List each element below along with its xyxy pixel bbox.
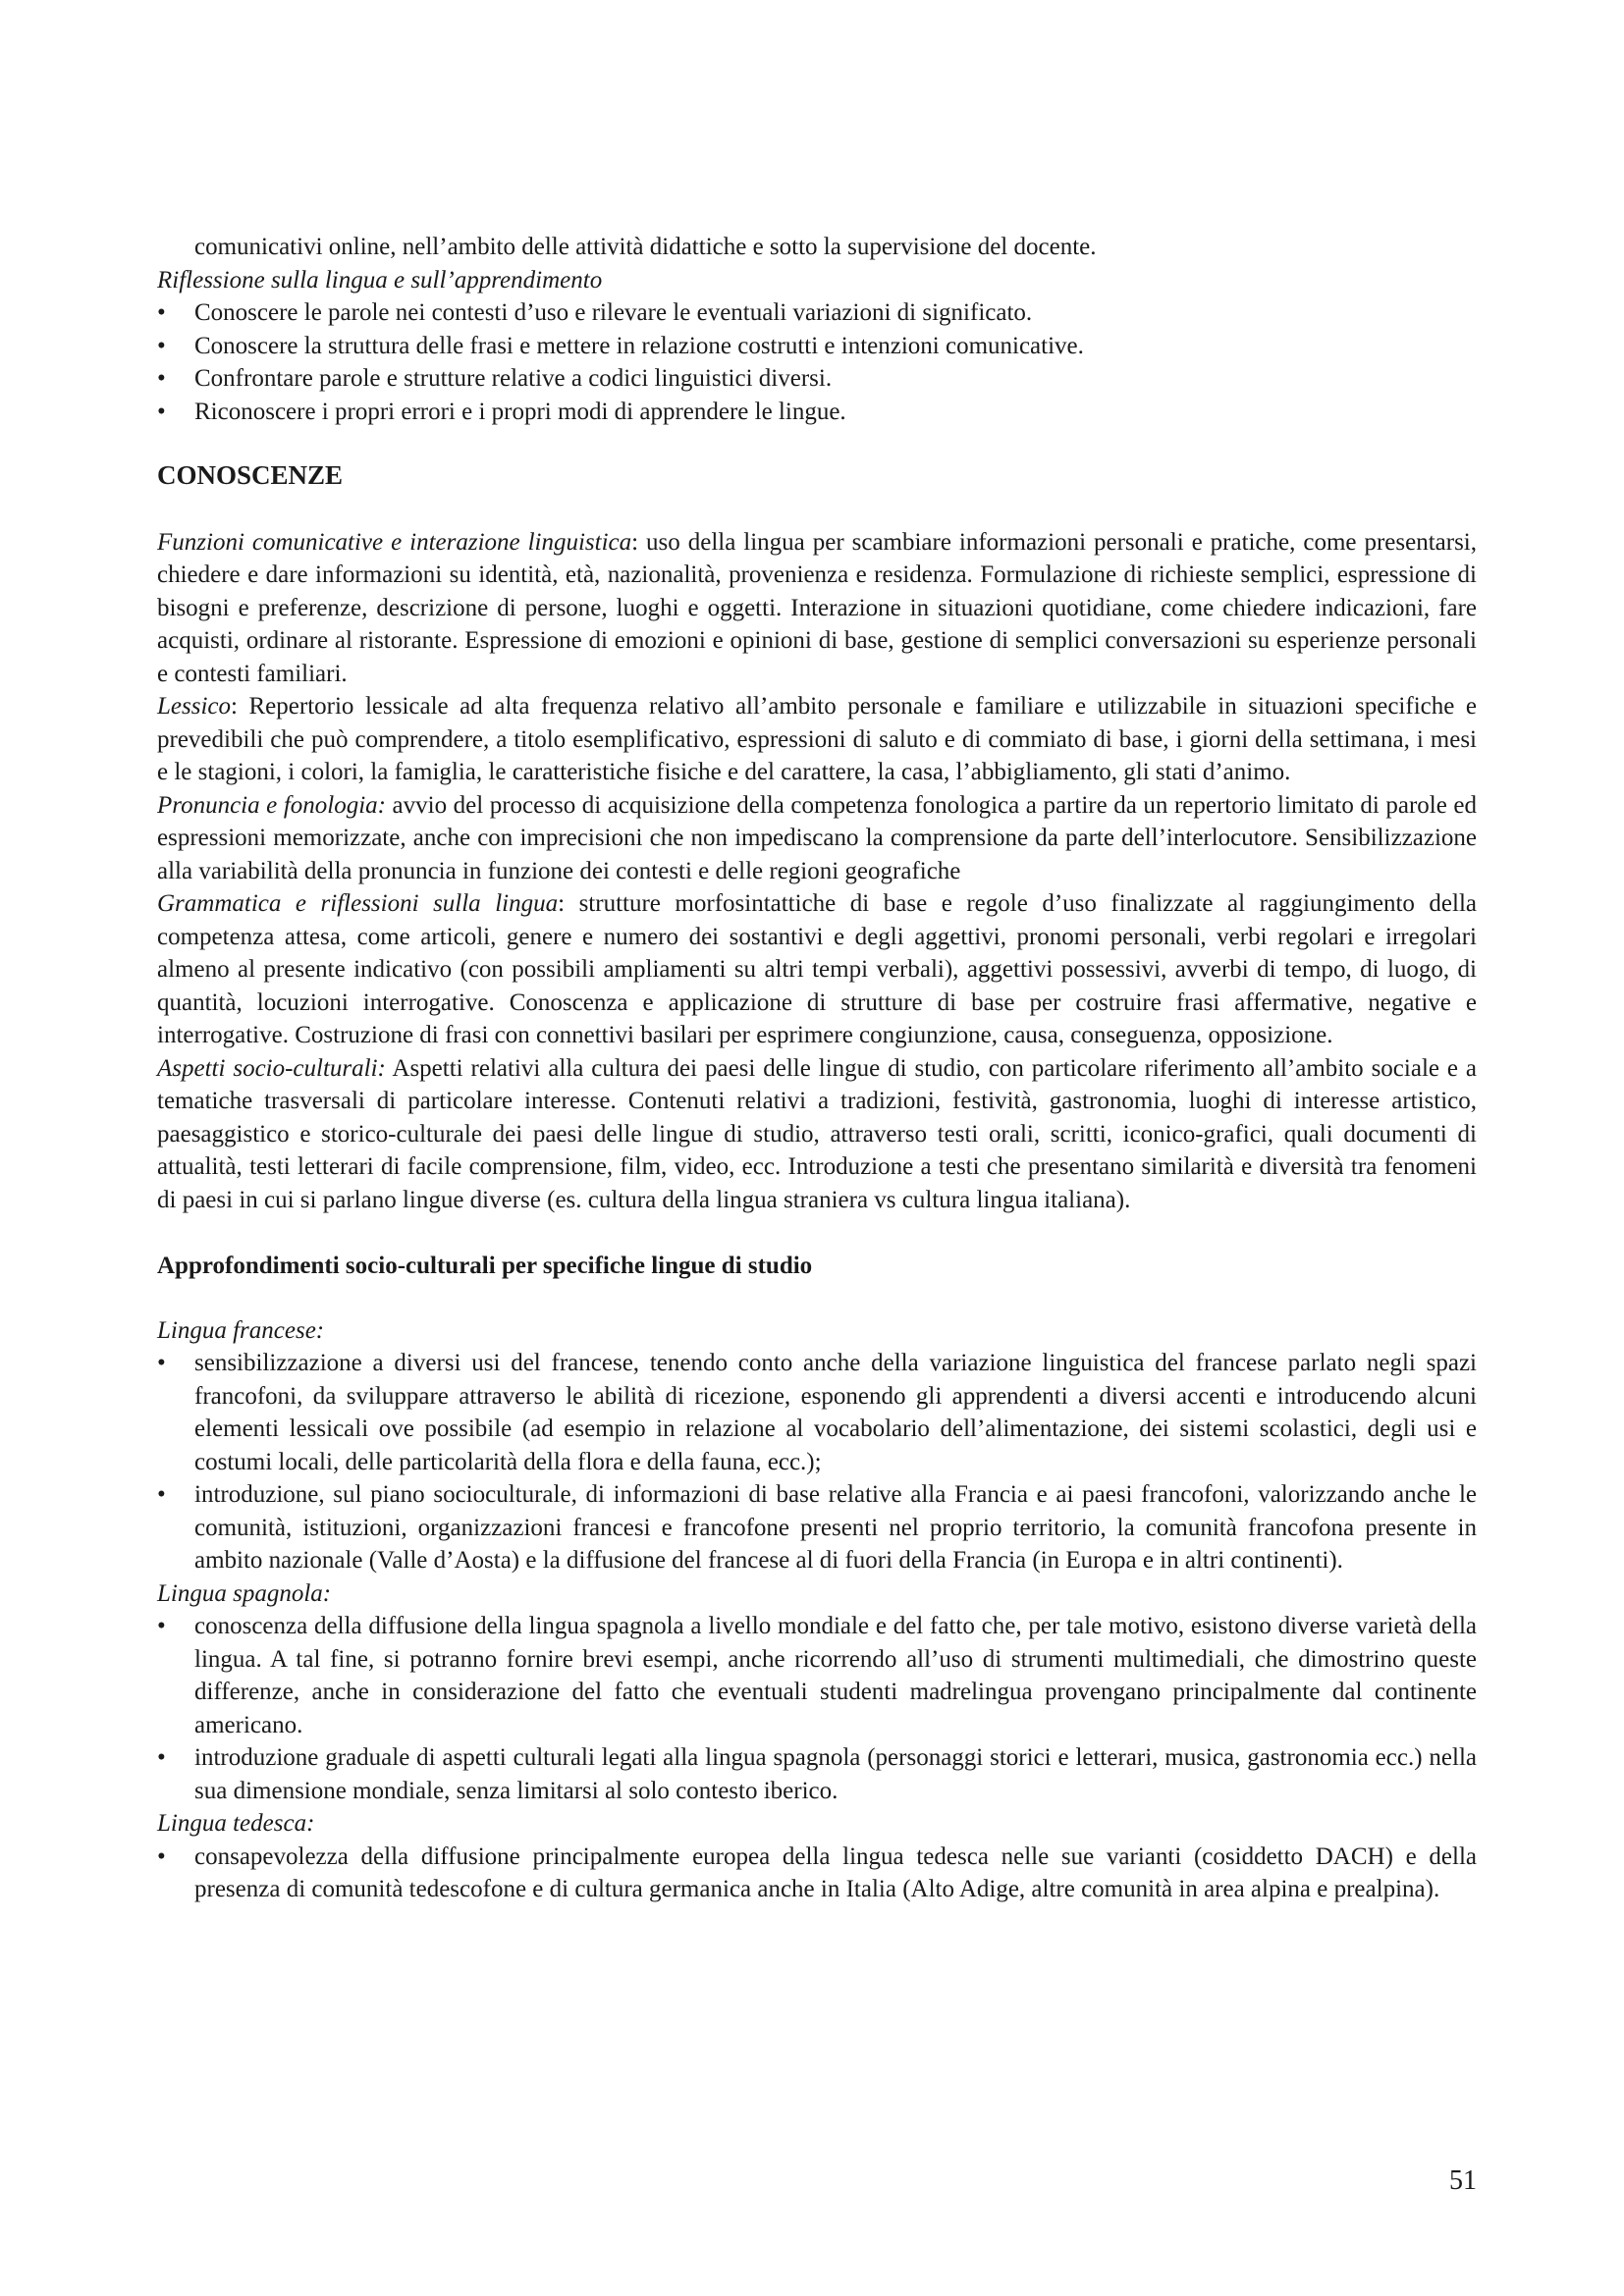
list-item: [157, 1741, 1477, 1807]
bullet-icon: •: [157, 1744, 166, 1771]
spagnola-list: [157, 1610, 1477, 1807]
list-item-text: introduzione, sul piano socioculturale, di informazioni di base relative alla Francia e ai paesi francofoni, valorizzando anche le comunità, istituzioni, organizzazioni francesi e francofone presenti nel proprio territorio, la comunità francofona presente in ambito nazionale (Valle d’Aosta) e la diffusione del francese al di fuori della Francia (in Europa e in altri continenti).: [194, 1481, 1477, 1574]
list-item: [157, 1347, 1477, 1478]
lessico-paragraph: [157, 690, 1477, 789]
list-item: [157, 1478, 1477, 1577]
list-item: [157, 396, 1477, 429]
funzioni-paragraph: [157, 526, 1477, 691]
list-item-text: Riconoscere i propri errori e i propri modi di apprendere le lingue.: [194, 398, 846, 425]
list-item: [157, 330, 1477, 363]
pronuncia-text: avvio del processo di acquisizione della competenza fonologica a partire da un repertorio limitato di parole ed espressioni memorizzate, anche con imprecisioni che non impediscano la comprensione da parte dell’interlocutore. Sensibilizzazione alla variabilità della pronuncia in funzione dei contesti e delle regioni geografiche: [157, 791, 1477, 884]
list-item: [157, 296, 1477, 330]
tedesca-label: Lingua tedesca:: [157, 1810, 315, 1837]
page-number: 51: [1449, 2165, 1477, 2196]
bullet-icon: •: [157, 365, 166, 392]
aspetti-text: Aspetti relativi alla cultura dei paesi delle lingue di studio, con particolare riferimento all’ambito sociale e a tematiche trasversali di particolare interesse. Contenuti relativi a tradizioni, festività, gastronomia, luoghi di interesse artistico, paesaggistico e storico-culturale dei paesi delle lingue di studio, attraverso testi orali, scritti, iconico-grafici, quali documenti di attualità, testi letterari di facile comprensione, film, video, ecc. Introduzione a testi che presentano similarità e diversità tra fenomeni di paesi in cui si parlano lingue diverse (es. cultura della lingua straniera vs cultura lingua italiana).: [157, 1054, 1477, 1213]
riflessione-label: Riflessione sulla lingua e sull’apprendimento: [157, 266, 603, 294]
aspetti-paragraph: [157, 1052, 1477, 1217]
bullet-icon: •: [157, 1481, 166, 1508]
list-item-text: Conoscere le parole nei contesti d’uso e rilevare le eventuali variazioni di significato.: [194, 299, 1033, 326]
aspetti-label: Aspetti socio-culturali:: [157, 1054, 386, 1082]
grammatica-text: : strutture morfosintattiche di base e regole d’uso finalizzate al raggiungimento della competenza attesa, come articoli, genere e numero dei sostantivi e degli aggettivi, pronomi personali, verbi regolari e irregolari almeno al presente indicativo (con possibili ampliamenti su altri tempi verbali), aggettivi possessivi, avverbi di tempo, di luogo, di quantità, locuzioni interrogative. Conoscenza e applicazione di strutture di base per costruire frasi affermative, negative e interrogative. Costruzione di frasi con connettivi basilari per esprimere congiunzione, causa, conseguenza, opposizione.: [157, 890, 1477, 1048]
conoscenze-heading: CONOSCENZE: [157, 460, 344, 490]
bullet-icon: •: [157, 1613, 166, 1639]
list-item-text: sensibilizzazione a diversi usi del francese, tenendo conto anche della variazione linguistica del francese parlato negli spazi francofoni, da sviluppare attraverso le abilità di ricezione, esponendo gli apprendenti a diversi accenti e introducendo alcuni elementi lessicali ove possibile (ad esempio in relazione al vocabolario dell’alimentazione, dei sistemi scolastici, degli usi e costumi locali, delle particolarità della flora e della fauna, ecc.);: [194, 1350, 1477, 1475]
francese-list: [157, 1347, 1477, 1577]
spagnola-label: Lingua spagnola:: [157, 1579, 332, 1607]
list-item-text: consapevolezza della diffusione principalmente europea della lingua tedesca nelle sue varianti (cosiddetto DACH) e della presenza di comunità tedescofone e di cultura germanica anche in Italia (Alto Adige, altre comunità in area alpina e prealpina).: [194, 1842, 1477, 1902]
grammatica-label: Grammatica e riflessioni sulla lingua: [157, 890, 559, 917]
list-item: [157, 362, 1477, 396]
list-item-text: Confrontare parole e strutture relative a codici linguistici diversi.: [194, 365, 833, 392]
pronuncia-label: Pronuncia e fonologia:: [157, 791, 386, 819]
bullet-icon: •: [157, 398, 166, 425]
list-item-text: introduzione graduale di aspetti culturali legati alla lingua spagnola (personaggi storici e letterari, musica, gastronomia ecc.) nella sua dimensione mondiale, senza limitarsi al solo contesto iberico.: [194, 1744, 1477, 1804]
bullet-icon: •: [157, 299, 166, 326]
approfondimenti-heading: Approfondimenti socio-culturali per specifiche lingue di studio: [157, 1253, 813, 1279]
grammatica-paragraph: [157, 887, 1477, 1052]
bullet-icon: •: [157, 1350, 166, 1376]
funzioni-text: : uso della lingua per scambiare informazioni personali e pratiche, come presentarsi, chiedere e dare informazioni su identità, età, nazionalità, provenienza e residenza. Formulazione di richieste semplici, espressione di bisogni e preferenze, descrizione di persone, luoghi e oggetti. Interazione in situazioni quotidiane, come chiedere indicazioni, fare acquisti, ordinare al ristorante. Espressione di emozioni e opinioni di base, gestione di semplici conversazioni su esperienze personali e contesti familiari.: [157, 528, 1478, 687]
funzioni-label: Funzioni comunicative e interazione linguistica: [157, 528, 632, 556]
tedesca-list: [157, 1841, 1477, 1906]
list-item-text: conoscenza della diffusione della lingua spagnola a livello mondiale e del fatto che, per tale motivo, esistono diverse varietà della lingua. A tal fine, si potranno fornire brevi esempi, anche ricorrendo all’uso di strumenti multimediali, che dimostrino queste differenze, anche in considerazione del fatto che eventuali studenti madrelingua provengano principalmente dal continente americano.: [194, 1613, 1477, 1738]
bullet-icon: •: [157, 1842, 166, 1870]
francese-label: Lingua francese:: [157, 1316, 325, 1344]
lessico-text: : Repertorio lessicale ad alta frequenza relativo all’ambito personale e familiare e utilizzabile in situazioni specifiche e prevedibili che può comprendere, a titolo esemplificativo, espressioni di saluto e di commiato di base, i giorni della settimana, i mesi e le stagioni, i colori, la famiglia, le caratteristiche fisiche e del carattere, la casa, l’abbigliamento, gli stati d’animo.: [157, 693, 1477, 785]
bullet-icon: •: [157, 332, 166, 359]
lessico-label: Lessico: [157, 693, 231, 720]
list-item: [157, 1841, 1477, 1906]
riflessione-list: [157, 296, 1477, 428]
continuation-line: comunicativi online, nell’ambito delle attività didattiche e sotto la supervisione del docente.: [194, 234, 1097, 260]
list-item-text: Conoscere la struttura delle frasi e mettere in relazione costrutti e intenzioni comunicative.: [194, 332, 1084, 359]
list-item: [157, 1610, 1477, 1741]
pronuncia-paragraph: [157, 789, 1477, 888]
